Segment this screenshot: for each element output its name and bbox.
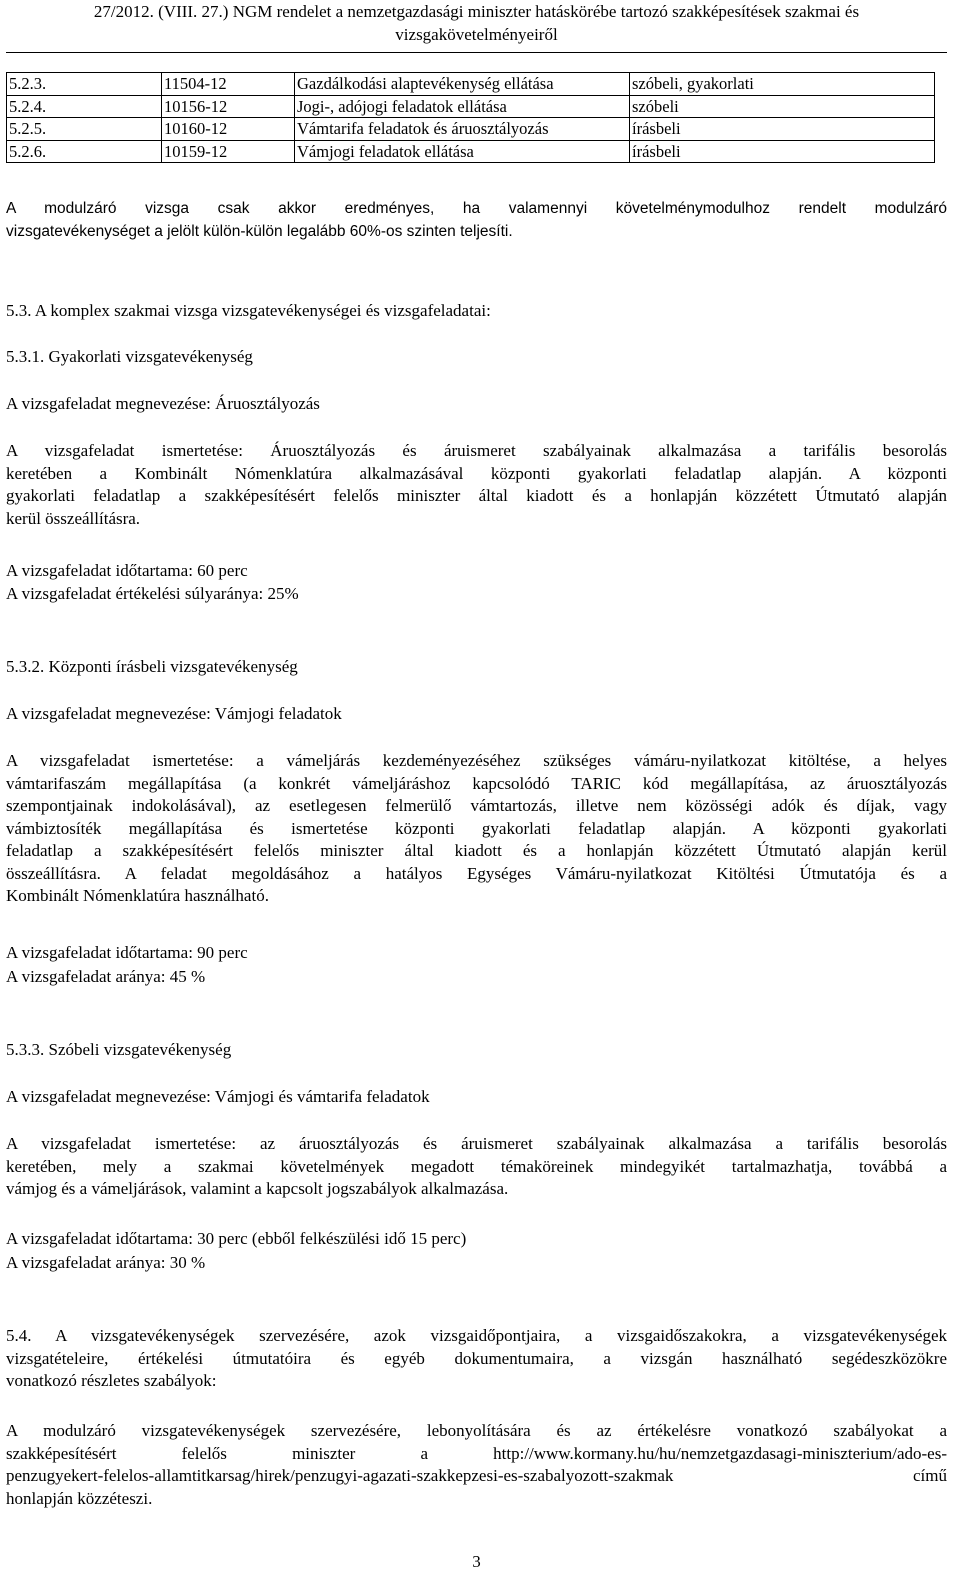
module-code: 10160-12 bbox=[162, 118, 295, 141]
module-exam-type: írásbeli bbox=[630, 140, 935, 163]
module-exam-type: szóbeli, gyakorlati bbox=[630, 73, 935, 96]
section-heading-5-3-2: 5.3.2. Központi írásbeli vizsgatevékenység bbox=[6, 657, 298, 676]
table-row bbox=[7, 140, 935, 163]
header-line-2: vizsgakövetelményeiről bbox=[395, 25, 558, 44]
section-heading-5-3: 5.3. A komplex szakmai vizsga vizsgatevékenységei és vizsgafeladatai: bbox=[6, 301, 491, 320]
header-line-1: 27/2012. (VIII. 27.) NGM rendelet a nemzetgazdasági miniszter hatáskörébe tartozó szakképesítések szakmai és bbox=[93, 2, 860, 21]
task-weight-5-3-1: A vizsgafeladat értékelési súlyaránya: 25% bbox=[6, 584, 299, 603]
task-description-5-3-1: A vizsgafeladat ismertetése: Áruosztályozás és áruismeret szabályainak alkalmazása a tarifális besorolás keretében a Kombinált Nómenklatúra alkalmazásával központi gyakorlati feladatlap alapján. A központi gyakorlati feladatlap a szakképesítésért felelős miniszter által kiadott és a honlapján közzétett Útmutató alapján kerül összeállításra. bbox=[6, 441, 947, 528]
section-heading-5-3-3: 5.3.3. Szóbeli vizsgatevékenység bbox=[6, 1040, 232, 1059]
table-row bbox=[7, 95, 935, 118]
regulation-paragraph: A modulzáró vizsgatevékenységek szervezésére, lebonyolítására és az értékelésre vonatkozó szabályokat a szakképesítésért felelős miniszter a http://www.kormany.hu/hu/nemzetgazdasagi-miniszterium/ado-es- penzugyekert-felelos-allamtitkarsag/hirek/penzugyi-agazati-szakkepzesi-es-szabalyozott-szakmak című honlapján közzéteszi. bbox=[6, 1421, 947, 1508]
module-code: 11504-12 bbox=[162, 73, 295, 96]
modulzaro-paragraph: A modulzáró vizsga csak akkor eredményes, ha valamennyi követelménymodulhoz rendelt modulzáró vizsgatevékenységet a jelölt külön-külön legalább 60%-os szinten teljesíti. bbox=[6, 200, 947, 240]
task-name-5-3-1: A vizsgafeladat megnevezése: Áruosztályozás bbox=[6, 394, 320, 413]
task-name-5-3-2: A vizsgafeladat megnevezése: Vámjogi feladatok bbox=[6, 704, 342, 723]
ministry-url[interactable]: http://www.kormany.hu/hu/nemzetgazdasagi-miniszterium/ado-es- bbox=[493, 1443, 947, 1463]
task-duration-5-3-1: A vizsgafeladat időtartama: 60 perc bbox=[6, 561, 248, 580]
task-duration-5-3-3: A vizsgafeladat időtartama: 30 perc (ebből felkészülési idő 15 perc) bbox=[6, 1229, 467, 1248]
page-header bbox=[6, 0, 947, 46]
table-row bbox=[7, 118, 935, 141]
task-name-5-3-3: A vizsgafeladat megnevezése: Vámjogi és vámtarifa feladatok bbox=[6, 1087, 430, 1106]
module-code: 10159-12 bbox=[162, 140, 295, 163]
task-weight-5-3-2: A vizsgafeladat aránya: 45 % bbox=[6, 967, 206, 986]
module-code: 10156-12 bbox=[162, 95, 295, 118]
task-duration-5-3-2: A vizsgafeladat időtartama: 90 perc bbox=[6, 943, 248, 962]
table-row bbox=[7, 73, 935, 96]
module-number: 5.2.4. bbox=[7, 95, 162, 118]
module-number: 5.2.3. bbox=[7, 73, 162, 96]
module-name: Vámtarifa feladatok és áruosztályozás bbox=[295, 118, 630, 141]
module-name: Jogi-, adójogi feladatok ellátása bbox=[295, 95, 630, 118]
task-description-5-3-2: A vizsgafeladat ismertetése: a vámeljárás kezdeményezéséhez szükséges vámáru-nyilatkozat kitöltése, a helyes vámtarifaszám megállapítása (a konkrét vámeljáráshoz kapcsolódó TARIC kód megállapítása, az áruosztályozás szempontjainak indokolásával), az esetlegesen felmerülő vámtartozás, illetve nem közösségi adók és díjak, vagy vámbiztosíték megállapítása és ismertetése központi gyakorlati feladatlap alapján. A központi gyakorlati feladatlap a szakképesítésért felelős miniszter által kiadott és a honlapján közzétett Útmutató alapján kerül összeállításra. A feladat megoldásához a hatályos Egységes Vámáru-nyilatkozat Kitöltési Útmutatója és a Kombinált Nómenklatúra használható. bbox=[6, 751, 947, 905]
header-divider bbox=[6, 52, 947, 53]
section-heading-5-3-1: 5.3.1. Gyakorlati vizsgatevékenység bbox=[6, 347, 253, 366]
section-heading-5-4: 5.4. A vizsgatevékenységek szervezésére, azok vizsgaidőpontjaira, a vizsgaidőszakokra, a vizsgatevékenységek vizsgatételeire, értékelési útmutatóira és egyéb dokumentumaira, a vizsgán használható segédeszközökre vonatkozó részletes szabályok: bbox=[6, 1326, 947, 1390]
module-name: Gazdálkodási alaptevékenység ellátása bbox=[295, 73, 630, 96]
task-weight-5-3-3: A vizsgafeladat aránya: 30 % bbox=[6, 1253, 206, 1272]
module-number: 5.2.5. bbox=[7, 118, 162, 141]
page-number: 3 bbox=[472, 1552, 481, 1571]
document-page bbox=[6, 0, 947, 1571]
module-table bbox=[6, 72, 935, 163]
ministry-url-continued[interactable]: penzugyekert-felelos-allamtitkarsag/hirek/penzugyi-agazati-szakkepzesi-es-szabalyozott-szakmak bbox=[6, 1466, 674, 1485]
module-exam-type: írásbeli bbox=[630, 118, 935, 141]
module-exam-type: szóbeli bbox=[630, 95, 935, 118]
task-description-5-3-3: A vizsgafeladat ismertetése: az áruosztályozás és áruismeret szabályainak alkalmazása a tarifális besorolás keretében, mely a szakmai követelmények megadott témaköreinek mindegyikét tartalmazhatja, továbbá a vámjog és a vámeljárások, valamint a kapcsolt jogszabályok alkalmazása. bbox=[6, 1134, 947, 1198]
module-name: Vámjogi feladatok ellátása bbox=[295, 140, 630, 163]
module-number: 5.2.6. bbox=[7, 140, 162, 163]
